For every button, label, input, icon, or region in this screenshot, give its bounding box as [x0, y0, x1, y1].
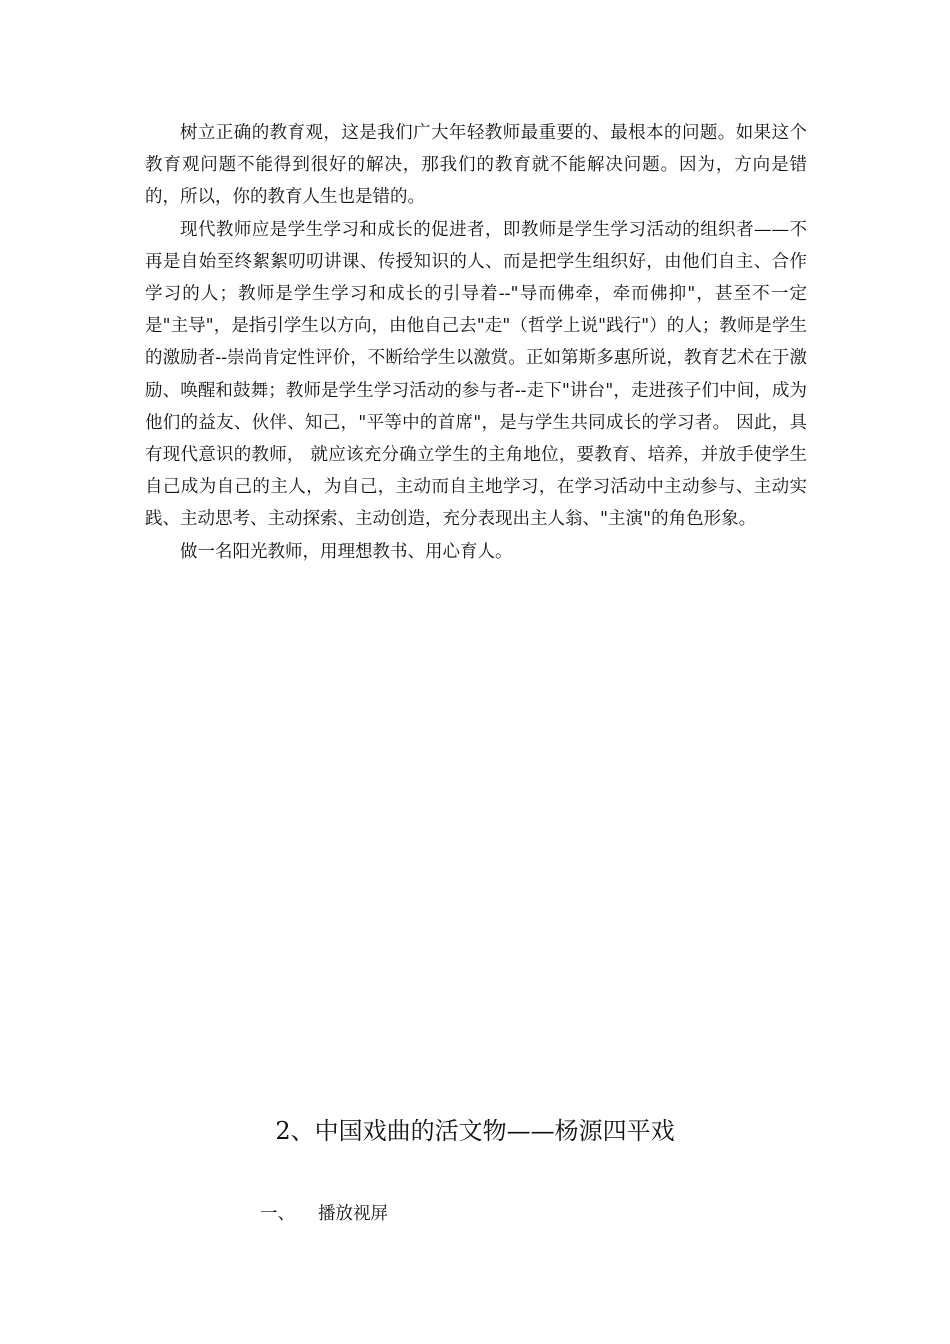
body-text	[145, 117, 807, 568]
paragraph-modern-teacher: 现代教师应是学生学习和成长的促进者，即教师是学生学习活动的组织者——不再是自始至终絮絮叨叨讲课、传授知识的人、而是把学生组织好，由他们自主、合作学习的人；教师是学生学习和成长的引导着--"导而佛牵，牵而佛抑"，甚至不一定是"主导"，是指引学生以方向，由他自己去"走"（哲学上说"践行"）的人；教师是学生的激励者--崇尚肯定性评价，不断给学生以激赏。正如第斯多惠所说，教育艺术在于激励、唤醒和鼓舞；教师是学生学习活动的参与者--走下"讲台"，走进孩子们中间，成为他们的益友、伙伴、知己，"平等中的首席"，是与学生共同成长的学习者。 因此，具有现代意识的教师， 就应该充分确立学生的主角地位，要教育、培养，并放手使学生自己成为自己的主人，为自己，主动而自主地学习，在学习活动中主动参与、主动实践、主动思考、主动探索、主动创造，充分表现出主人翁、"主演"的角色形象。	[145, 219, 807, 530]
list-item	[260, 1199, 388, 1229]
paragraph-education-view: 树立正确的教育观，这是我们广大年轻教师最重要的、最根本的问题。如果这个教育观问题不能得到很好的解决，那我们的教育就不能解决问题。因为，方向是错的，所以，你的教育人生也是错的。	[145, 123, 807, 208]
section-heading: 2、中国戏曲的活文物——杨源四平戏	[275, 1117, 675, 1145]
list-marker: 一、	[260, 1204, 295, 1224]
list-item-text: 播放视屏	[318, 1204, 388, 1224]
paragraph-sunshine-teacher: 做一名阳光教师，用理想教书、用心育人。	[180, 541, 513, 562]
